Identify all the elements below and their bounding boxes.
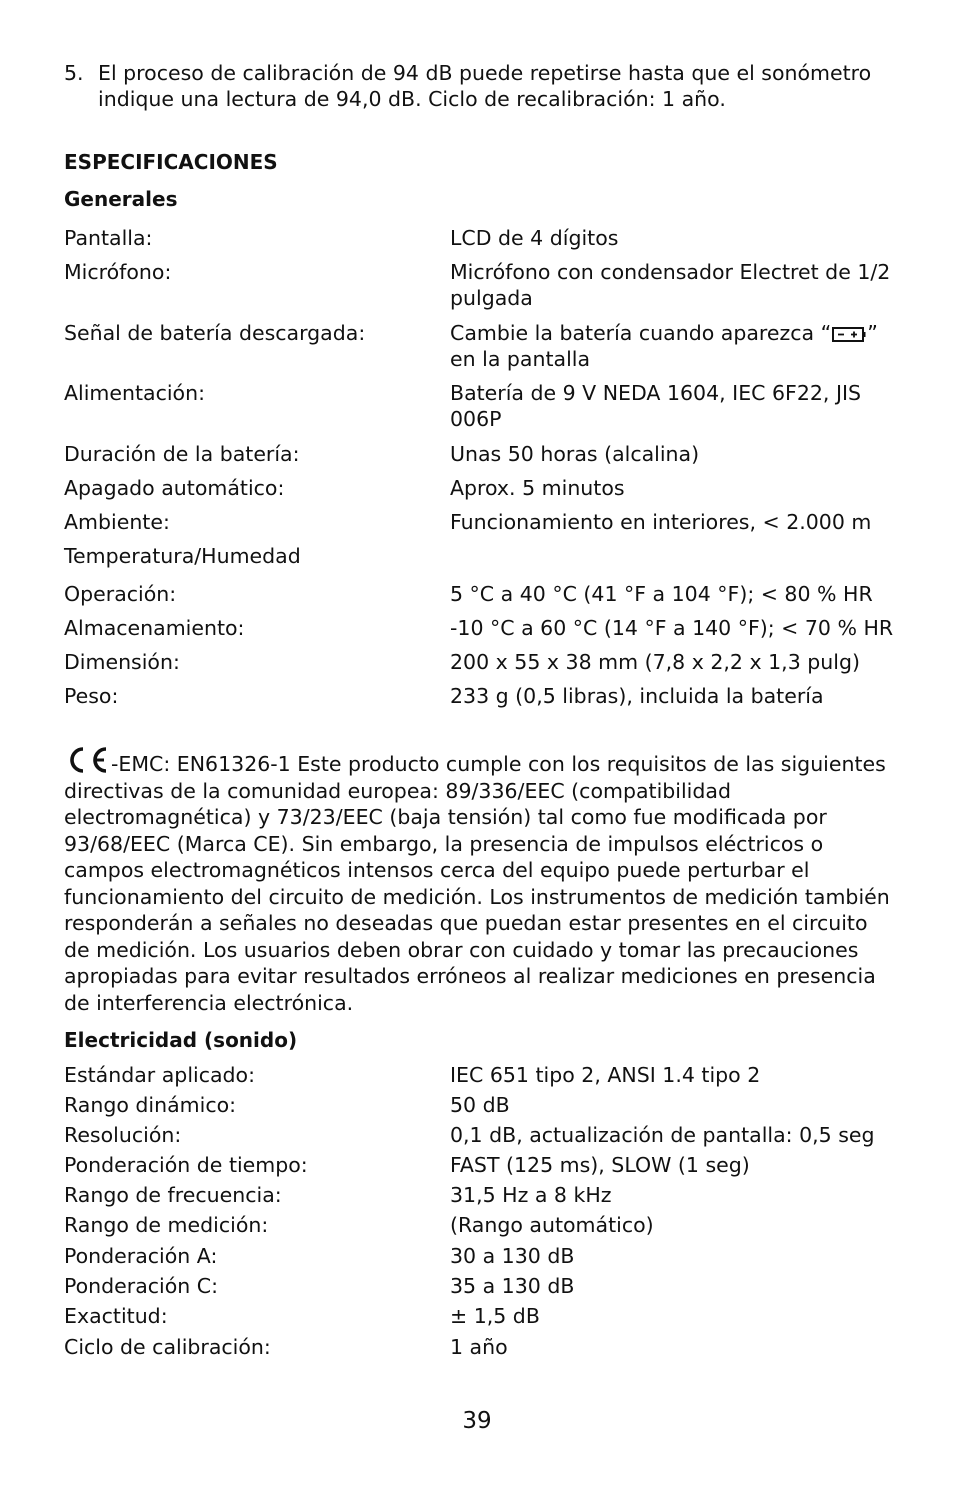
spec-value-post: ” en la pantalla — [450, 321, 878, 371]
spec-label: Peso: — [64, 684, 119, 708]
spec-label: Rango de medición: — [64, 1213, 269, 1237]
spec-label: Estándar aplicado: — [64, 1063, 256, 1087]
spec-value: LCD de 4 dígitos — [450, 226, 619, 250]
step-number: 5. — [64, 61, 84, 85]
spec-value: Funcionamiento en interiores, < 2.000 m — [450, 510, 872, 534]
spec-value: 200 x 55 x 38 mm (7,8 x 2,2 x 1,3 pulg) — [450, 650, 860, 674]
spec-label: Ciclo de calibración: — [64, 1335, 271, 1359]
spec-value: 1 año — [450, 1335, 508, 1359]
calibration-step-5 — [64, 60, 904, 112]
spec-label: Ponderación A: — [64, 1244, 218, 1268]
spec-value: Unas 50 horas (alcalina) — [450, 442, 700, 466]
spec-value: 233 g (0,5 libras), incluida la batería — [450, 684, 824, 708]
battery-icon — [832, 325, 866, 343]
spec-value: (Rango automático) — [450, 1213, 654, 1237]
spec-label: Almacenamiento: — [64, 616, 245, 640]
spec-value: -10 °C a 60 °C (14 °F a 140 °F); < 70 % HR — [450, 616, 894, 640]
spec-value: 30 a 130 dB — [450, 1244, 575, 1268]
step-text: El proceso de calibración de 94 dB puede repetirse hasta que el sonómetro indique una lectura de 94,0 dB. Ciclo de recalibración: 1 año. — [98, 61, 872, 111]
ce-text: -EMC: EN61326-1 Este producto cumple con los requisitos de las siguientes directivas de la comunidad europea: 89/336/EEC (compatibilidad electromagnética) y 73/23/EEC (baja tensión) tal como fue modificada por 93/68/EEC (Marca CE). Sin embargo, la presencia de impulsos eléctricos o campos electromagnéticos intensos cerca del equipo puede perturbar el funcionamiento del circuito de medición. Los instrumentos de medición también responderán a señales no deseadas que puedan estar presentes en el circuito de medición. Los usuarios deben obrar con cuidado y tomar las precauciones apropiadas para evitar resultados erróneos al realizar mediciones en presencia de interferencia electrónica. — [64, 752, 890, 1015]
spec-value: 50 dB — [450, 1093, 510, 1117]
spec-label: Ponderación de tiempo: — [64, 1153, 308, 1177]
spec-value: 31,5 Hz a 8 kHz — [450, 1183, 612, 1207]
spec-value: 0,1 dB, actualización de pantalla: 0,5 seg — [450, 1123, 875, 1147]
spec-label: Ponderación C: — [64, 1274, 219, 1298]
spec-label: Duración de la batería: — [64, 442, 300, 466]
ce-mark-icon — [64, 745, 110, 775]
page-number: 39 — [462, 1408, 492, 1434]
spec-label: Exactitud: — [64, 1304, 168, 1328]
spec-label: Pantalla: — [64, 226, 153, 250]
spec-label: Operación: — [64, 582, 177, 606]
spec-value-pre: Cambie la batería cuando aparezca “ — [450, 321, 832, 345]
spec-label: Resolución: — [64, 1123, 182, 1147]
spec-value: Batería de 9 V NEDA 1604, IEC 6F22, JIS 006P — [450, 381, 862, 431]
general-heading: Generales — [64, 187, 178, 211]
spec-value: IEC 651 tipo 2, ANSI 1.4 tipo 2 — [450, 1063, 761, 1087]
spec-label: Apagado automático: — [64, 476, 285, 500]
electrical-heading: Electricidad (sonido) — [64, 1028, 298, 1052]
spec-value — [450, 320, 900, 372]
section-title: ESPECIFICACIONES — [64, 150, 278, 174]
spec-label: Dimensión: — [64, 650, 180, 674]
spec-label: Micrófono: — [64, 260, 172, 284]
spec-value: FAST (125 ms), SLOW (1 seg) — [450, 1153, 750, 1177]
spec-value: ± 1,5 dB — [450, 1304, 540, 1328]
spec-label: Temperatura/Humedad — [64, 544, 301, 568]
spec-value: Aprox. 5 minutos — [450, 476, 625, 500]
ce-compliance-paragraph — [64, 745, 894, 1016]
spec-label: Alimentación: — [64, 381, 205, 405]
spec-label: Señal de batería descargada: — [64, 321, 366, 345]
spec-value: 5 °C a 40 °C (41 °F a 104 °F); < 80 % HR — [450, 582, 873, 606]
spec-label: Rango de frecuencia: — [64, 1183, 282, 1207]
spec-value: 35 a 130 dB — [450, 1274, 575, 1298]
spec-label: Ambiente: — [64, 510, 170, 534]
spec-value: Micrófono con condensador Electret de 1/2 pulgada — [450, 260, 891, 310]
spec-label: Rango dinámico: — [64, 1093, 237, 1117]
